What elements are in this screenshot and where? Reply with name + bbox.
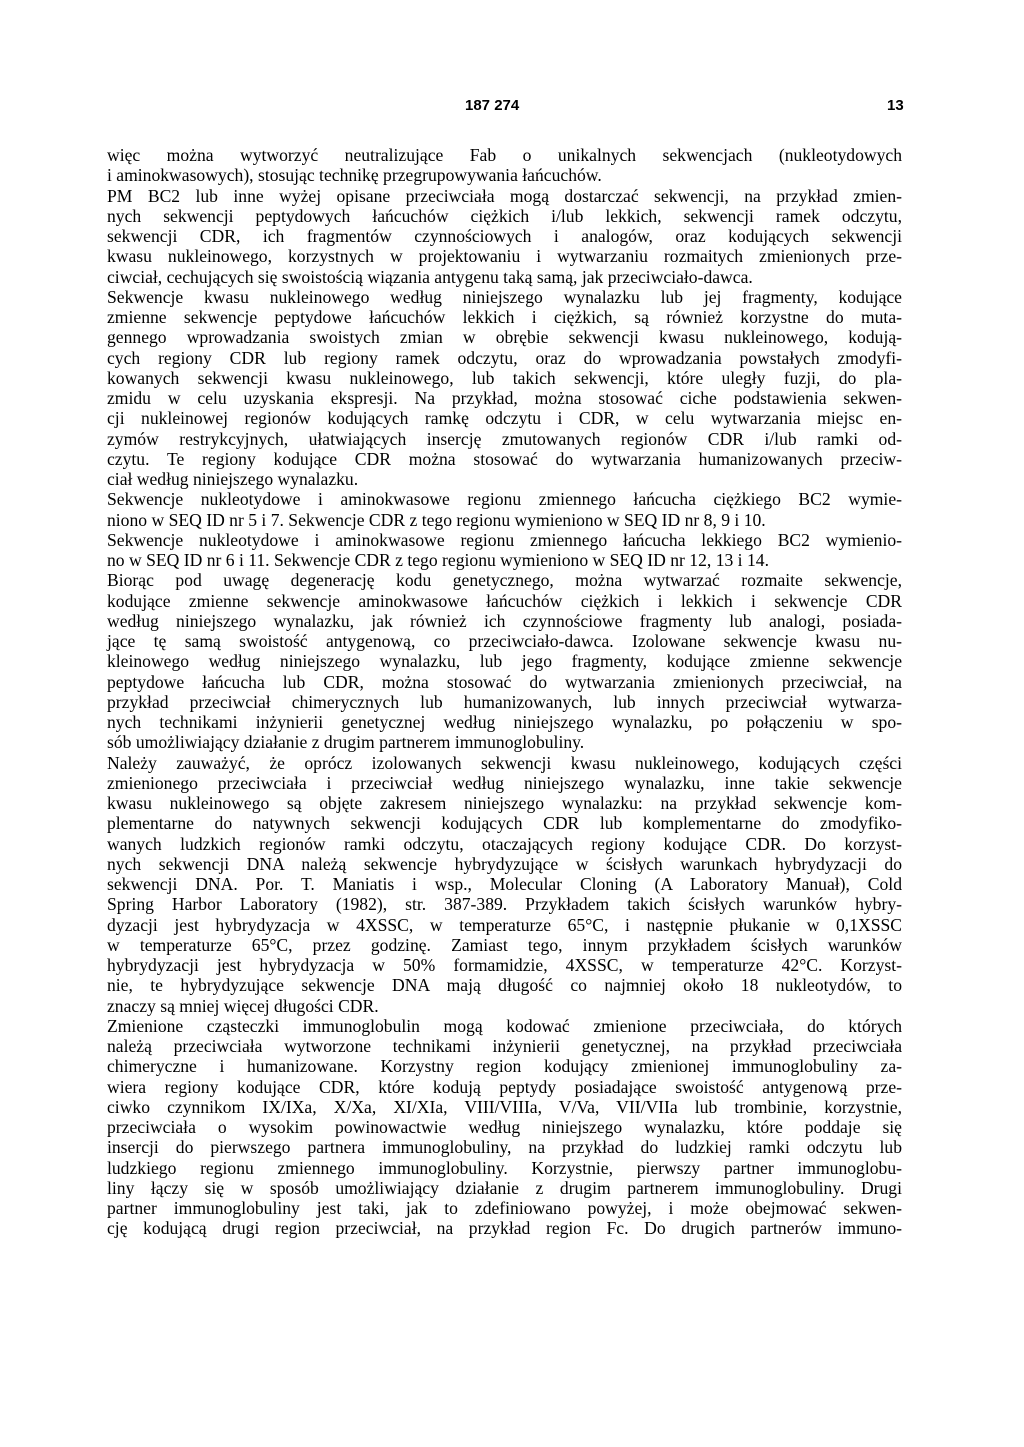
- text-line: kodujące zmienne sekwencje aminokwasowe łańcuchów ciężkich i lekkich i sekwencje CDR: [107, 590, 902, 611]
- text-line: kowanych sekwencji kwasu nukleinowego, lub takich sekwencji, które uległy fuzji, do pla-: [107, 367, 902, 388]
- text-line: jące tę samą swoistość antygenową, co przeciwciało-dawca. Izolowane sekwencje kwasu nu-: [107, 631, 902, 651]
- text-line: chimeryczne i humanizowane. Korzystny region kodujący zmienionej immunoglobuliny za-: [107, 1056, 902, 1077]
- text-line: nych technikami inżynierii genetycznej według niniejszego wynalazku, po połączeniu w spo-: [107, 712, 902, 732]
- text-line: no w SEQ ID nr 6 i 11. Sekwencje CDR z tego regionu wymieniono w SEQ ID nr 12, 13 i 14.: [107, 550, 769, 570]
- text-line: hybrydyzacji jest hybrydyzacja w 50% formamidzie, 4XSSC, w temperaturze 42°C. Korzyst-: [107, 955, 902, 975]
- text-line: znaczy są mniej więcej długości CDR.: [107, 995, 379, 1016]
- body-text: [107, 145, 902, 1239]
- text-line: zmienne sekwencje peptydowe łańcuchów lekkich i ciężkich, są również korzystne do muta-: [107, 307, 902, 327]
- text-line: nych sekwencji DNA należą sekwencje hybrydyzujące w ścisłych warunkach hybrydyzacji do: [107, 853, 902, 874]
- text-line: cych regiony CDR lub regiony ramek odczytu, oraz do wprowadzania powstałych zmodyfi-: [107, 347, 902, 368]
- text-line: zmidu w celu uzyskania ekspresji. Na przykład, można stosować ciche podstawienia sekwen-: [107, 388, 902, 408]
- text-line: niono w SEQ ID nr 5 i 7. Sekwencje CDR z tego regionu wymieniono w SEQ ID nr 8, 9 i 10.: [107, 509, 766, 530]
- text-line: liny łączy się w sposób umożliwiający działanie z drugim partnerem immunoglobuliny. Drugi: [107, 1177, 902, 1198]
- text-line: Biorąc pod uwagę degenerację kodu genetycznego, można wytwarzać rozmaite sekwencje,: [107, 570, 902, 591]
- text-line: wanych ludzkich regionów ramki odczytu, otaczających regiony kodujące CDR. Do korzyst-: [107, 833, 902, 854]
- text-line: czytu. Te regiony kodujące CDR można stosować do wytwarzania humanizowanych przeciw-: [107, 448, 902, 469]
- text-line: dyzacji jest hybrydyzacja w 4XSSC, w temperaturze 65°C, i następnie płukanie w 0,1XSSC: [107, 914, 902, 935]
- patent-number: 187 274: [465, 97, 520, 114]
- text-line: sekwencji CDR, ich fragmentów czynnościowych i analogów, oraz kodujących sekwencji: [107, 226, 902, 246]
- text-line: zymów restrykcyjnych, ułatwiających insercję zmutowanych regionów CDR i/lub ramki od-: [107, 428, 902, 449]
- text-line: peptydowe łańcucha lub CDR, można stosować do wytwarzania zmienionych przeciwciał, na: [107, 671, 902, 692]
- text-line: należą przeciwciała wytworzone technikami inżynierii genetycznej, na przykład przeciwciała: [107, 1036, 902, 1056]
- text-line: ciwciał, cechujących się swoistością wiązania antygenu taką samą, jak przeciwciało-dawca.: [107, 266, 753, 287]
- text-line: nie, te hybrydyzujące sekwencje DNA mają długość co najmniej około 18 nukleotydów, to: [107, 975, 902, 996]
- text-line: PM BC2 lub inne wyżej opisane przeciwciała mogą dostarczać sekwencji, na przykład zmien-: [107, 185, 902, 206]
- text-line: Sekwencje nukleotydowe i aminokwasowe regionu zmiennego łańcucha lekkiego BC2 wymienio-: [107, 529, 902, 550]
- text-line: przeciwciała o wysokim powinowactwie według niniejszego wynalazku, które poddaje się: [107, 1117, 902, 1137]
- text-line: w temperaturze 65°C, przez godzinę. Zamiast tego, innym przykładem ścisłych warunków: [107, 934, 902, 955]
- text-line: insercji do pierwszego partnera immunoglobuliny, na przykład do ludzkiej ramki odczytu lub: [107, 1137, 902, 1158]
- text-line: wiera regiony kodujące CDR, które kodują peptydy posiadające swoistość antygenową prze-: [107, 1076, 902, 1097]
- text-line: cji nukleinowej regionów kodujących ramkę odczytu i CDR, w celu wytwarzania miejsc en-: [107, 408, 902, 429]
- text-line: więc można wytworzyć neutralizujące Fab o unikalnych sekwencjach (nukleotydowych: [107, 145, 902, 165]
- text-line: nych sekwencji peptydowych łańcuchów ciężkich i/lub lekkich, sekwencji ramek odczytu,: [107, 205, 902, 226]
- text-line: zmienionego przeciwciała i przeciwciał według niniejszego wynalazku, inne takie sekwencje: [107, 772, 902, 793]
- text-line: Sekwencje kwasu nukleinowego według niniejszego wynalazku lub jej fragmenty, kodujące: [107, 286, 902, 307]
- text-line: sekwencji DNA. Por. T. Maniatis i wsp., Molecular Cloning (A Laboratory Manuał), Cold: [107, 874, 902, 894]
- text-line: Należy zauważyć, że oprócz izolowanych sekwencji kwasu nukleinowego, kodujących części: [107, 752, 902, 773]
- text-line: plementarne do natywnych sekwencji kodujących CDR lub komplementarne do zmodyfiko-: [107, 813, 902, 834]
- text-line: kwasu nukleinowego, korzystnych w projektowaniu i wytwarzaniu rozmaitych zmienionych prze-: [107, 246, 902, 267]
- text-line: Zmienione cząsteczki immunoglobulin mogą kodować zmienione przeciwciała, do których: [107, 1015, 902, 1036]
- text-line: gennego wprowadzania swoistych zmian w obrębie sekwencji kwasu nukleinowego, kodują-: [107, 327, 902, 348]
- text-line: i aminokwasowych), stosując technikę przegrupowywania łańcuchów.: [107, 165, 602, 186]
- page-number: 13: [887, 97, 904, 114]
- text-line: kleinowego według niniejszego wynalazku, lub jego fragmenty, kodujące zmienne sekwencje: [107, 651, 902, 672]
- text-line: ciwko czynnikom IX/IXa, X/Xa, XI/XIa, VIII/VIIIa, V/Va, VII/VIIa lub trombinie, korzystnie,: [107, 1096, 902, 1117]
- text-line: Spring Harbor Laboratory (1982), str. 387-389. Przykładem takich ścisłych warunków hybry-: [107, 894, 902, 915]
- text-line: ciał według niniejszego wynalazku.: [107, 469, 359, 489]
- text-line: sób umożliwiający działanie z drugim partnerem immunoglobuliny.: [107, 732, 585, 753]
- text-line: kwasu nukleinowego są objęte zakresem niniejszego wynalazku: na przykład sekwencje kom-: [107, 793, 902, 813]
- text-line: według niniejszego wynalazku, jak również ich czynnościowe fragmenty lub analogi, posiada-: [107, 610, 902, 631]
- text-line: ludzkiego regionu zmiennego immunoglobuliny. Korzystnie, pierwszy partner immunoglobu-: [107, 1157, 902, 1178]
- text-line: Sekwencje nukleotydowe i aminokwasowe regionu zmiennego łańcucha ciężkiego BC2 wymie-: [107, 489, 902, 510]
- text-line: partner immunoglobuliny jest taki, jak to zdefiniowano powyżej, i może obejmować sekwen-: [107, 1198, 902, 1218]
- text-line: cję kodującą drugi region przeciwciał, na przykład region Fc. Do drugich partnerów immuno-: [107, 1218, 902, 1239]
- text-line: przykład przeciwciał chimerycznych lub humanizowanych, lub innych przeciwciał wytwarza-: [107, 691, 902, 712]
